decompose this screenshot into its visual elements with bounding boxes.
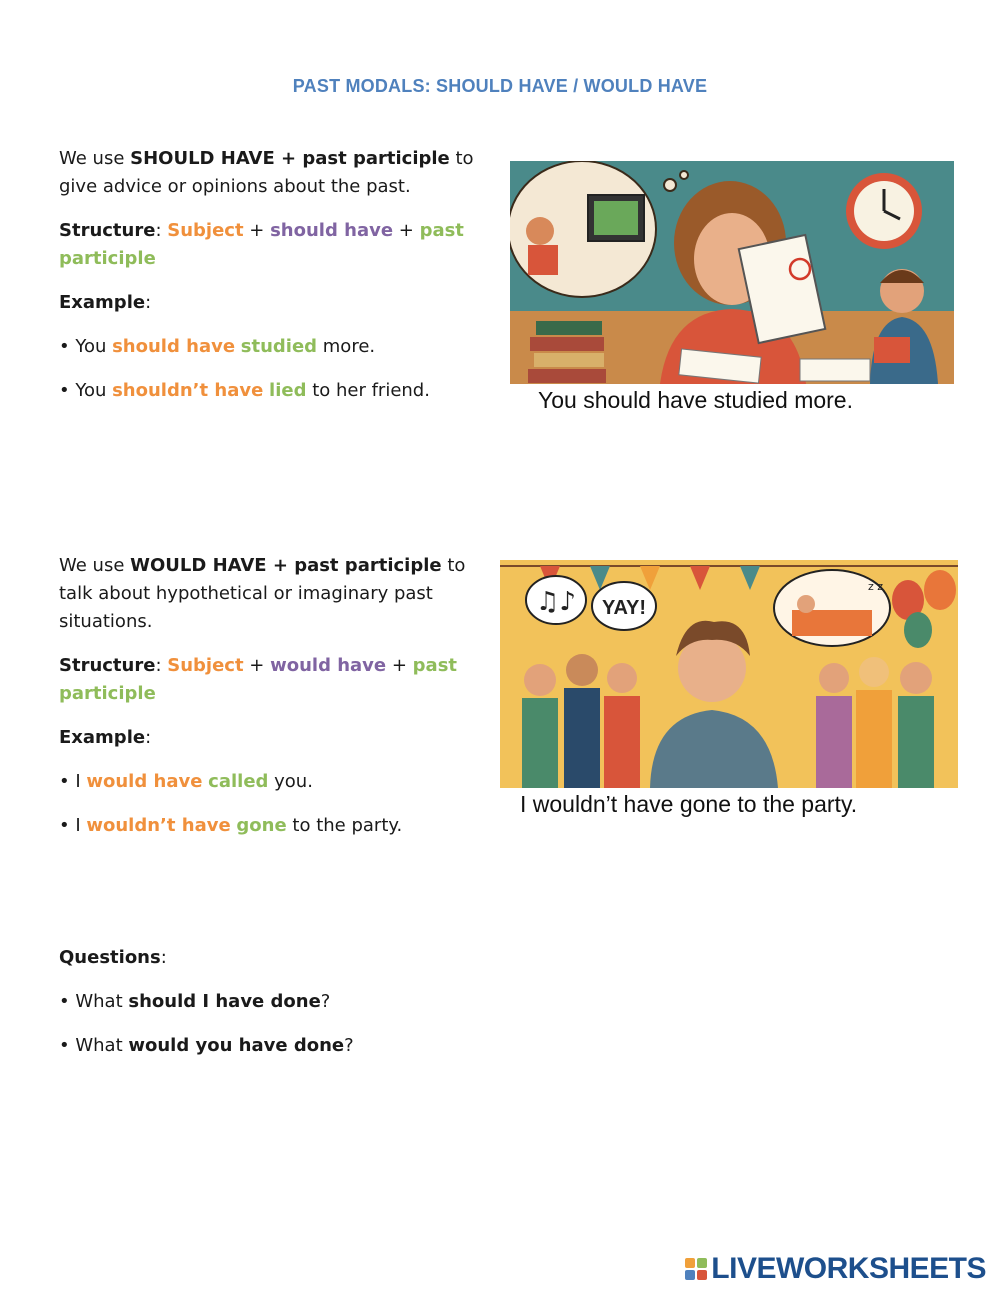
intro-bold: WOULD HAVE + past participle bbox=[130, 555, 442, 576]
logo-text: LIVEWORKSHEETS bbox=[711, 1252, 986, 1285]
plus-sign: + bbox=[243, 655, 271, 676]
would-have-example-1 bbox=[59, 768, 489, 796]
would-have-caption: I wouldn’t have gone to the party. bbox=[500, 788, 958, 820]
intro-text-end: to talk about hypothetical or imaginary past situations. bbox=[59, 555, 466, 632]
questions-heading: Questions bbox=[59, 947, 161, 968]
would-have-example-label bbox=[59, 724, 489, 752]
should-have-example-2 bbox=[59, 377, 484, 405]
should-have-example-1 bbox=[59, 333, 484, 361]
should-have-section bbox=[59, 145, 484, 421]
example-modal: wouldn’t have bbox=[86, 815, 231, 836]
structure-participle: past participle bbox=[59, 220, 464, 269]
should-have-caption: You should have studied more. bbox=[510, 384, 954, 416]
example-text: • You bbox=[59, 380, 113, 401]
example-verb: called bbox=[208, 771, 269, 792]
study-scene-image bbox=[510, 161, 954, 416]
should-have-intro bbox=[59, 145, 484, 201]
colon: : bbox=[145, 727, 152, 748]
questions-section bbox=[59, 944, 659, 1076]
question-mark: ? bbox=[344, 1035, 354, 1056]
structure-subject: Subject bbox=[167, 655, 244, 676]
should-have-illustration bbox=[510, 161, 954, 416]
would-have-example-2 bbox=[59, 812, 489, 840]
structure-modal: should have bbox=[270, 220, 394, 241]
example-text: • I bbox=[59, 771, 87, 792]
separator: : bbox=[155, 655, 168, 676]
question-2 bbox=[59, 1032, 659, 1060]
bubble-zz: z z bbox=[868, 580, 884, 593]
question-bold: would you have done bbox=[128, 1035, 345, 1056]
example-verb: lied bbox=[269, 380, 307, 401]
bubble-yay: YAY! bbox=[601, 597, 647, 619]
question-bold: should I have done bbox=[128, 991, 321, 1012]
logo-mark-icon bbox=[685, 1258, 707, 1280]
question-text: • What bbox=[59, 1035, 129, 1056]
example-label: Example bbox=[59, 727, 146, 748]
would-have-section bbox=[59, 552, 489, 856]
intro-text-end: to give advice or opinions about the past. bbox=[59, 148, 474, 197]
separator: : bbox=[155, 220, 168, 241]
example-text-end: to the party. bbox=[286, 815, 403, 836]
question-mark: ? bbox=[320, 991, 331, 1012]
would-have-intro bbox=[59, 552, 489, 636]
liveworksheets-logo bbox=[685, 1252, 986, 1286]
plus-sign: + bbox=[393, 220, 420, 241]
example-label: Example bbox=[59, 292, 146, 313]
example-text: • I bbox=[59, 815, 87, 836]
question-1 bbox=[59, 988, 659, 1016]
would-have-structure bbox=[59, 652, 489, 708]
example-modal: would have bbox=[86, 771, 203, 792]
colon: : bbox=[145, 292, 152, 313]
questions-label bbox=[59, 944, 659, 972]
plus-sign: + bbox=[386, 655, 413, 676]
colon: : bbox=[160, 947, 167, 968]
would-have-illustration bbox=[500, 560, 958, 820]
party-scene-image bbox=[500, 560, 958, 820]
example-text-end: you. bbox=[268, 771, 313, 792]
structure-label: Structure bbox=[59, 220, 156, 241]
example-modal: shouldn’t have bbox=[112, 380, 264, 401]
plus-sign: + bbox=[243, 220, 271, 241]
example-modal: should have bbox=[112, 336, 236, 357]
structure-subject: Subject bbox=[167, 220, 244, 241]
example-text-end: to her friend. bbox=[306, 380, 430, 401]
question-text: • What bbox=[59, 991, 129, 1012]
example-text: • You bbox=[59, 336, 113, 357]
intro-text: We use bbox=[59, 148, 131, 169]
example-verb: gone bbox=[236, 815, 287, 836]
should-have-example-label bbox=[59, 289, 484, 317]
structure-modal: would have bbox=[270, 655, 387, 676]
structure-label: Structure bbox=[59, 655, 156, 676]
structure-participle: past participle bbox=[59, 655, 458, 704]
page-title: PAST MODALS: SHOULD HAVE / WOULD HAVE bbox=[292, 76, 708, 96]
example-verb: studied bbox=[240, 336, 318, 357]
intro-text: We use bbox=[59, 555, 131, 576]
bubble-notes: ♫♪ bbox=[536, 587, 576, 617]
intro-bold: SHOULD HAVE + past participle bbox=[130, 148, 450, 169]
should-have-structure bbox=[59, 217, 484, 273]
example-text-end: more. bbox=[317, 336, 376, 357]
